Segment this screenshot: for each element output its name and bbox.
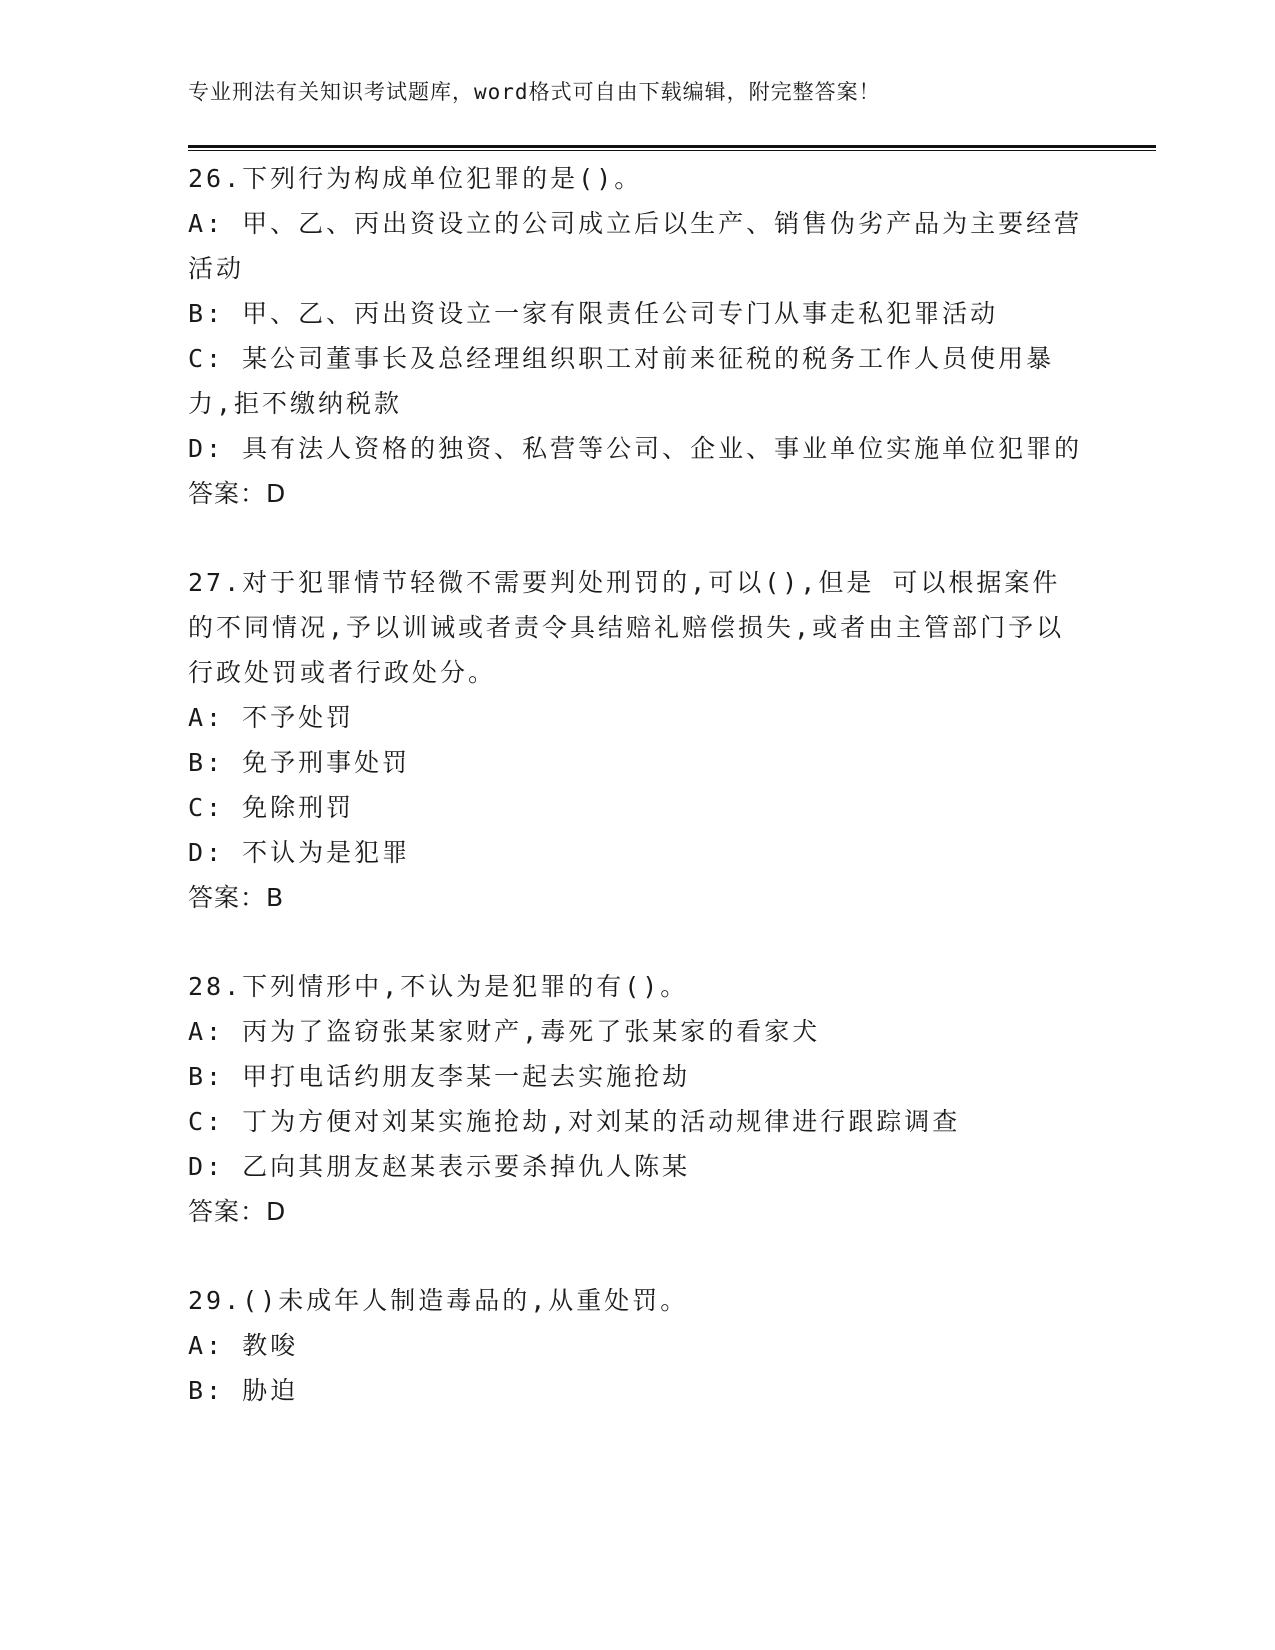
question-28: [188, 964, 1083, 1234]
question-29: [188, 1278, 1083, 1413]
option-d: D: 不认为是犯罪: [188, 838, 411, 867]
answer-line: 答案：D: [188, 1197, 287, 1226]
option-b: B: 免予刑事处罚: [188, 748, 411, 777]
option-b: B: 甲、乙、丙出资设立一家有限责任公司专门从事走私犯罪活动: [188, 299, 999, 328]
option-c: C: 某公司董事长及总经理组织职工对前来征税的税务工作人员使用暴力,拒不缴纳税款: [188, 344, 1055, 418]
question-27: [188, 560, 1083, 920]
question-26: [188, 156, 1083, 516]
divider-thin-line: [188, 150, 1156, 151]
option-a: A: 教唆: [188, 1331, 299, 1360]
answer-line: 答案：B: [188, 883, 285, 912]
page-header: 专业刑法有关知识考试题库，word格式可自由下载编辑，附完整答案！: [188, 80, 881, 104]
option-c: C: 免除刑罚: [188, 793, 355, 822]
question-list: [188, 156, 1083, 1457]
question-stem: 27.对于犯罪情节轻微不需要判处刑罚的,可以(),但是 可以根据案件的不同情况,予以训诫或者责令具结赔礼赔偿损失,或者由主管部门予以行政处罚或者行政处分。: [188, 568, 1065, 687]
option-c: C: 丁为方便对刘某实施抢劫,对刘某的活动规律进行跟踪调查: [188, 1107, 961, 1136]
option-b: B: 甲打电话约朋友李某一起去实施抢劫: [188, 1062, 691, 1091]
option-d: D: 具有法人资格的独资、私营等公司、企业、事业单位实施单位犯罪的: [188, 434, 1083, 463]
option-b: B: 胁迫: [188, 1376, 299, 1405]
question-stem: 28.下列情形中,不认为是犯罪的有()。: [188, 972, 689, 1001]
option-d: D: 乙向其朋友赵某表示要杀掉仇人陈某: [188, 1152, 691, 1181]
divider-thick-line: [188, 145, 1156, 148]
question-stem: 29.()未成年人制造毒品的,从重处罚。: [188, 1286, 689, 1315]
answer-line: 答案：D: [188, 479, 287, 508]
question-stem: 26.下列行为构成单位犯罪的是()。: [188, 164, 643, 193]
option-a: A: 甲、乙、丙出资设立的公司成立后以生产、销售伪劣产品为主要经营活动: [188, 209, 1083, 283]
header-divider: [188, 145, 1156, 151]
option-a: A: 不予处罚: [188, 703, 355, 732]
option-a: A: 丙为了盗窃张某家财产,毒死了张某家的看家犬: [188, 1017, 821, 1046]
